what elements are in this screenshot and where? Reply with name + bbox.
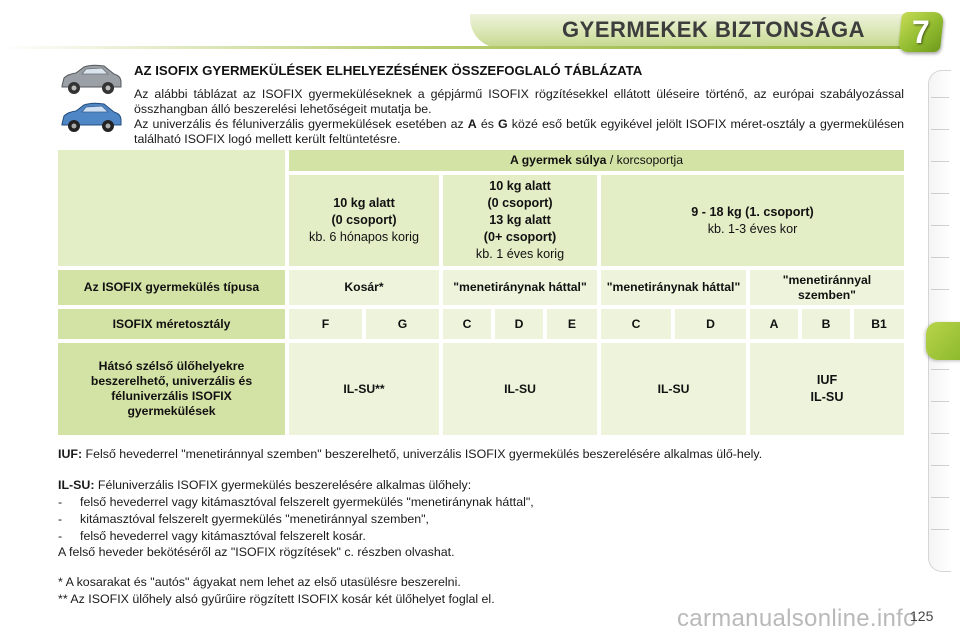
isofix-table bbox=[58, 150, 904, 436]
group-0plus bbox=[443, 175, 597, 266]
size-value: E bbox=[567, 316, 577, 331]
watermark: carmanualsonline.info bbox=[677, 605, 917, 632]
page-title: GYERMEKEK BIZTONSÁGA bbox=[562, 17, 865, 42]
group-line: 9 - 18 kg (1. csoport) bbox=[691, 204, 814, 219]
type-value: "menetiránnyal szemben" bbox=[782, 272, 872, 302]
type-cell bbox=[443, 270, 597, 305]
bullet-text: felső hevederrel vagy kitámasztóval felszerelt gyermekülés "menetiránynak háttal", bbox=[80, 495, 534, 509]
section-title: AZ ISOFIX GYERMEKÜLÉSEK ELHELYEZÉSÉNEK ÖSSZEFOGLALÓ TÁBLÁZATA bbox=[134, 63, 643, 78]
type-row-label bbox=[58, 270, 285, 305]
footnote-star: * A kosarakat és "autós" ágyakat nem lehet az első utasülésre beszerelni. bbox=[58, 575, 461, 589]
bullet-text: felső hevederrel vagy kitámasztóval felszerelt kosár. bbox=[80, 529, 366, 543]
group-age: kb. 1 éves korig bbox=[475, 247, 565, 261]
type-cell bbox=[750, 270, 904, 305]
intro-text: és bbox=[476, 117, 498, 131]
size-cell bbox=[366, 309, 439, 339]
size-cell bbox=[495, 309, 543, 339]
tab-divider bbox=[931, 433, 949, 434]
chapter-number: 7 bbox=[912, 13, 930, 50]
size-value: C bbox=[631, 316, 641, 331]
type-cell bbox=[289, 270, 439, 305]
note-text: Féluniverzális ISOFIX gyermekülés beszerelésére alkalmas ülőhely: bbox=[94, 478, 472, 492]
weight-header-bold: A gyermek súlya bbox=[510, 153, 607, 167]
seat-row-label-text: Hátsó szélső ülőhelyekre beszerelhető, univerzális és féluniverzális ISOFIX gyermekülések bbox=[90, 359, 253, 418]
weight-header bbox=[289, 150, 904, 171]
chapter-badge bbox=[898, 12, 944, 52]
type-value: "menetiránynak háttal" bbox=[453, 280, 587, 294]
seat-value: IL-SU bbox=[657, 381, 690, 396]
tab-divider bbox=[931, 529, 949, 530]
group-age: kb. 6 hónapos korig bbox=[309, 230, 419, 244]
size-row-label bbox=[58, 309, 285, 339]
tab-divider bbox=[931, 369, 949, 370]
group-1 bbox=[601, 175, 904, 266]
size-value: G bbox=[397, 316, 408, 331]
chapter-tab-strip bbox=[928, 70, 951, 572]
intro-text: Az univerzális és féluniverzális gyermekülések esetében az bbox=[134, 117, 468, 131]
type-value: Kosár* bbox=[344, 280, 384, 294]
seat-value: IL-SU** bbox=[343, 381, 385, 396]
size-cell bbox=[601, 309, 671, 339]
seat-value: IUF bbox=[816, 373, 838, 387]
footnote-double-star: ** Az ISOFIX ülőhely alsó gyűrűire rögzített ISOFIX kosár két ülőhelyet foglal el. bbox=[58, 592, 495, 606]
header-rule bbox=[0, 46, 910, 49]
group-line: 10 kg alatt bbox=[489, 179, 551, 193]
tab-divider bbox=[931, 161, 949, 162]
size-value: B bbox=[821, 316, 831, 331]
size-row-label-text: ISOFIX méretosztály bbox=[112, 316, 231, 331]
car-top-icon bbox=[58, 100, 124, 136]
size-value: B1 bbox=[871, 316, 887, 331]
type-cell bbox=[601, 270, 746, 305]
page-number: 125 bbox=[910, 608, 934, 624]
group-age: kb. 1-3 éves kor bbox=[707, 221, 798, 236]
tab-divider bbox=[931, 465, 949, 466]
seat-cell bbox=[289, 343, 439, 435]
size-cell bbox=[547, 309, 597, 339]
seat-cell bbox=[443, 343, 597, 435]
car-side-icon bbox=[58, 62, 124, 98]
intro-paragraph-size-class bbox=[134, 117, 904, 146]
bullet-item: - felső hevederrel vagy kitámasztóval felszerelt gyermekülés "menetiránynak háttal", bbox=[58, 495, 534, 509]
tab-divider bbox=[931, 497, 949, 498]
size-letter-a: A bbox=[467, 117, 477, 131]
table-corner bbox=[58, 150, 285, 266]
group-line: (0 csoport) bbox=[487, 196, 553, 210]
note-ilsu bbox=[58, 478, 904, 494]
intro-text: közé eső betűk egyikével jelölt ISOFIX méret-osztály a gyermekülésen található ISOFIX logó mellett került feltüntetésre. bbox=[134, 117, 904, 146]
note-text: Felső hevederrel "menetiránnyal szemben" beszerelhető, univerzális ISOFIX gyermekülés beszerelésére alkalmas ülő-hely. bbox=[82, 447, 763, 461]
type-value: "menetiránynak háttal" bbox=[606, 280, 741, 294]
group-line: (0+ csoport) bbox=[483, 230, 557, 244]
type-row-label-text: Az ISOFIX gyermekülés típusa bbox=[83, 280, 260, 294]
seat-cell bbox=[601, 343, 746, 435]
size-value: D bbox=[514, 316, 524, 331]
tab-divider bbox=[931, 193, 949, 194]
size-value: F bbox=[321, 316, 330, 331]
note-key: IL-SU: bbox=[58, 478, 95, 492]
seat-cell bbox=[750, 343, 904, 435]
size-value: D bbox=[706, 316, 715, 331]
note-key: IUF: bbox=[58, 447, 83, 461]
size-letter-g: G bbox=[498, 117, 508, 131]
note-reference: A felső heveder bekötéséről az "ISOFIX rögzítések" c. részben olvashat. bbox=[58, 545, 455, 559]
intro-paragraph: Az alábbi táblázat az ISOFIX gyermeküléseknek a gépjármű ISOFIX rögzítésekkel ellátott üléseire történő, az európai szabályozással összhangban álló beszerelési lehetőségeit mutatja be. bbox=[134, 87, 904, 116]
weight-header-rest: / korcsoportja bbox=[606, 153, 683, 167]
size-cell bbox=[289, 309, 362, 339]
bullet-item: - kitámasztóval felszerelt gyermekülés "menetiránnyal szemben", bbox=[58, 512, 429, 526]
size-cell bbox=[443, 309, 491, 339]
group-0 bbox=[289, 175, 439, 266]
seat-row-label bbox=[58, 343, 285, 435]
seat-value: IL-SU bbox=[504, 381, 536, 396]
size-value: C bbox=[462, 316, 472, 331]
seat-value: IL-SU bbox=[810, 390, 844, 404]
group-line: 10 kg alatt bbox=[333, 196, 395, 210]
size-cell bbox=[750, 309, 798, 339]
size-cell bbox=[802, 309, 850, 339]
size-cell bbox=[675, 309, 746, 339]
group-line: 13 kg alatt bbox=[489, 213, 551, 227]
group-line: (0 csoport) bbox=[331, 213, 397, 227]
size-value: A bbox=[769, 316, 779, 331]
tab-divider bbox=[931, 289, 949, 290]
bullet-text: kitámasztóval felszerelt gyermekülés "menetiránnyal szemben", bbox=[80, 512, 429, 526]
chapter-tab-active[interactable] bbox=[926, 322, 960, 360]
tab-divider bbox=[931, 225, 949, 226]
tab-divider bbox=[931, 129, 949, 130]
tab-divider bbox=[931, 401, 949, 402]
note-iuf bbox=[58, 447, 904, 463]
size-cell bbox=[854, 309, 904, 339]
bullet-item: - felső hevederrel vagy kitámasztóval felszerelt kosár. bbox=[58, 529, 366, 543]
tab-divider bbox=[931, 97, 949, 98]
tab-divider bbox=[931, 257, 949, 258]
